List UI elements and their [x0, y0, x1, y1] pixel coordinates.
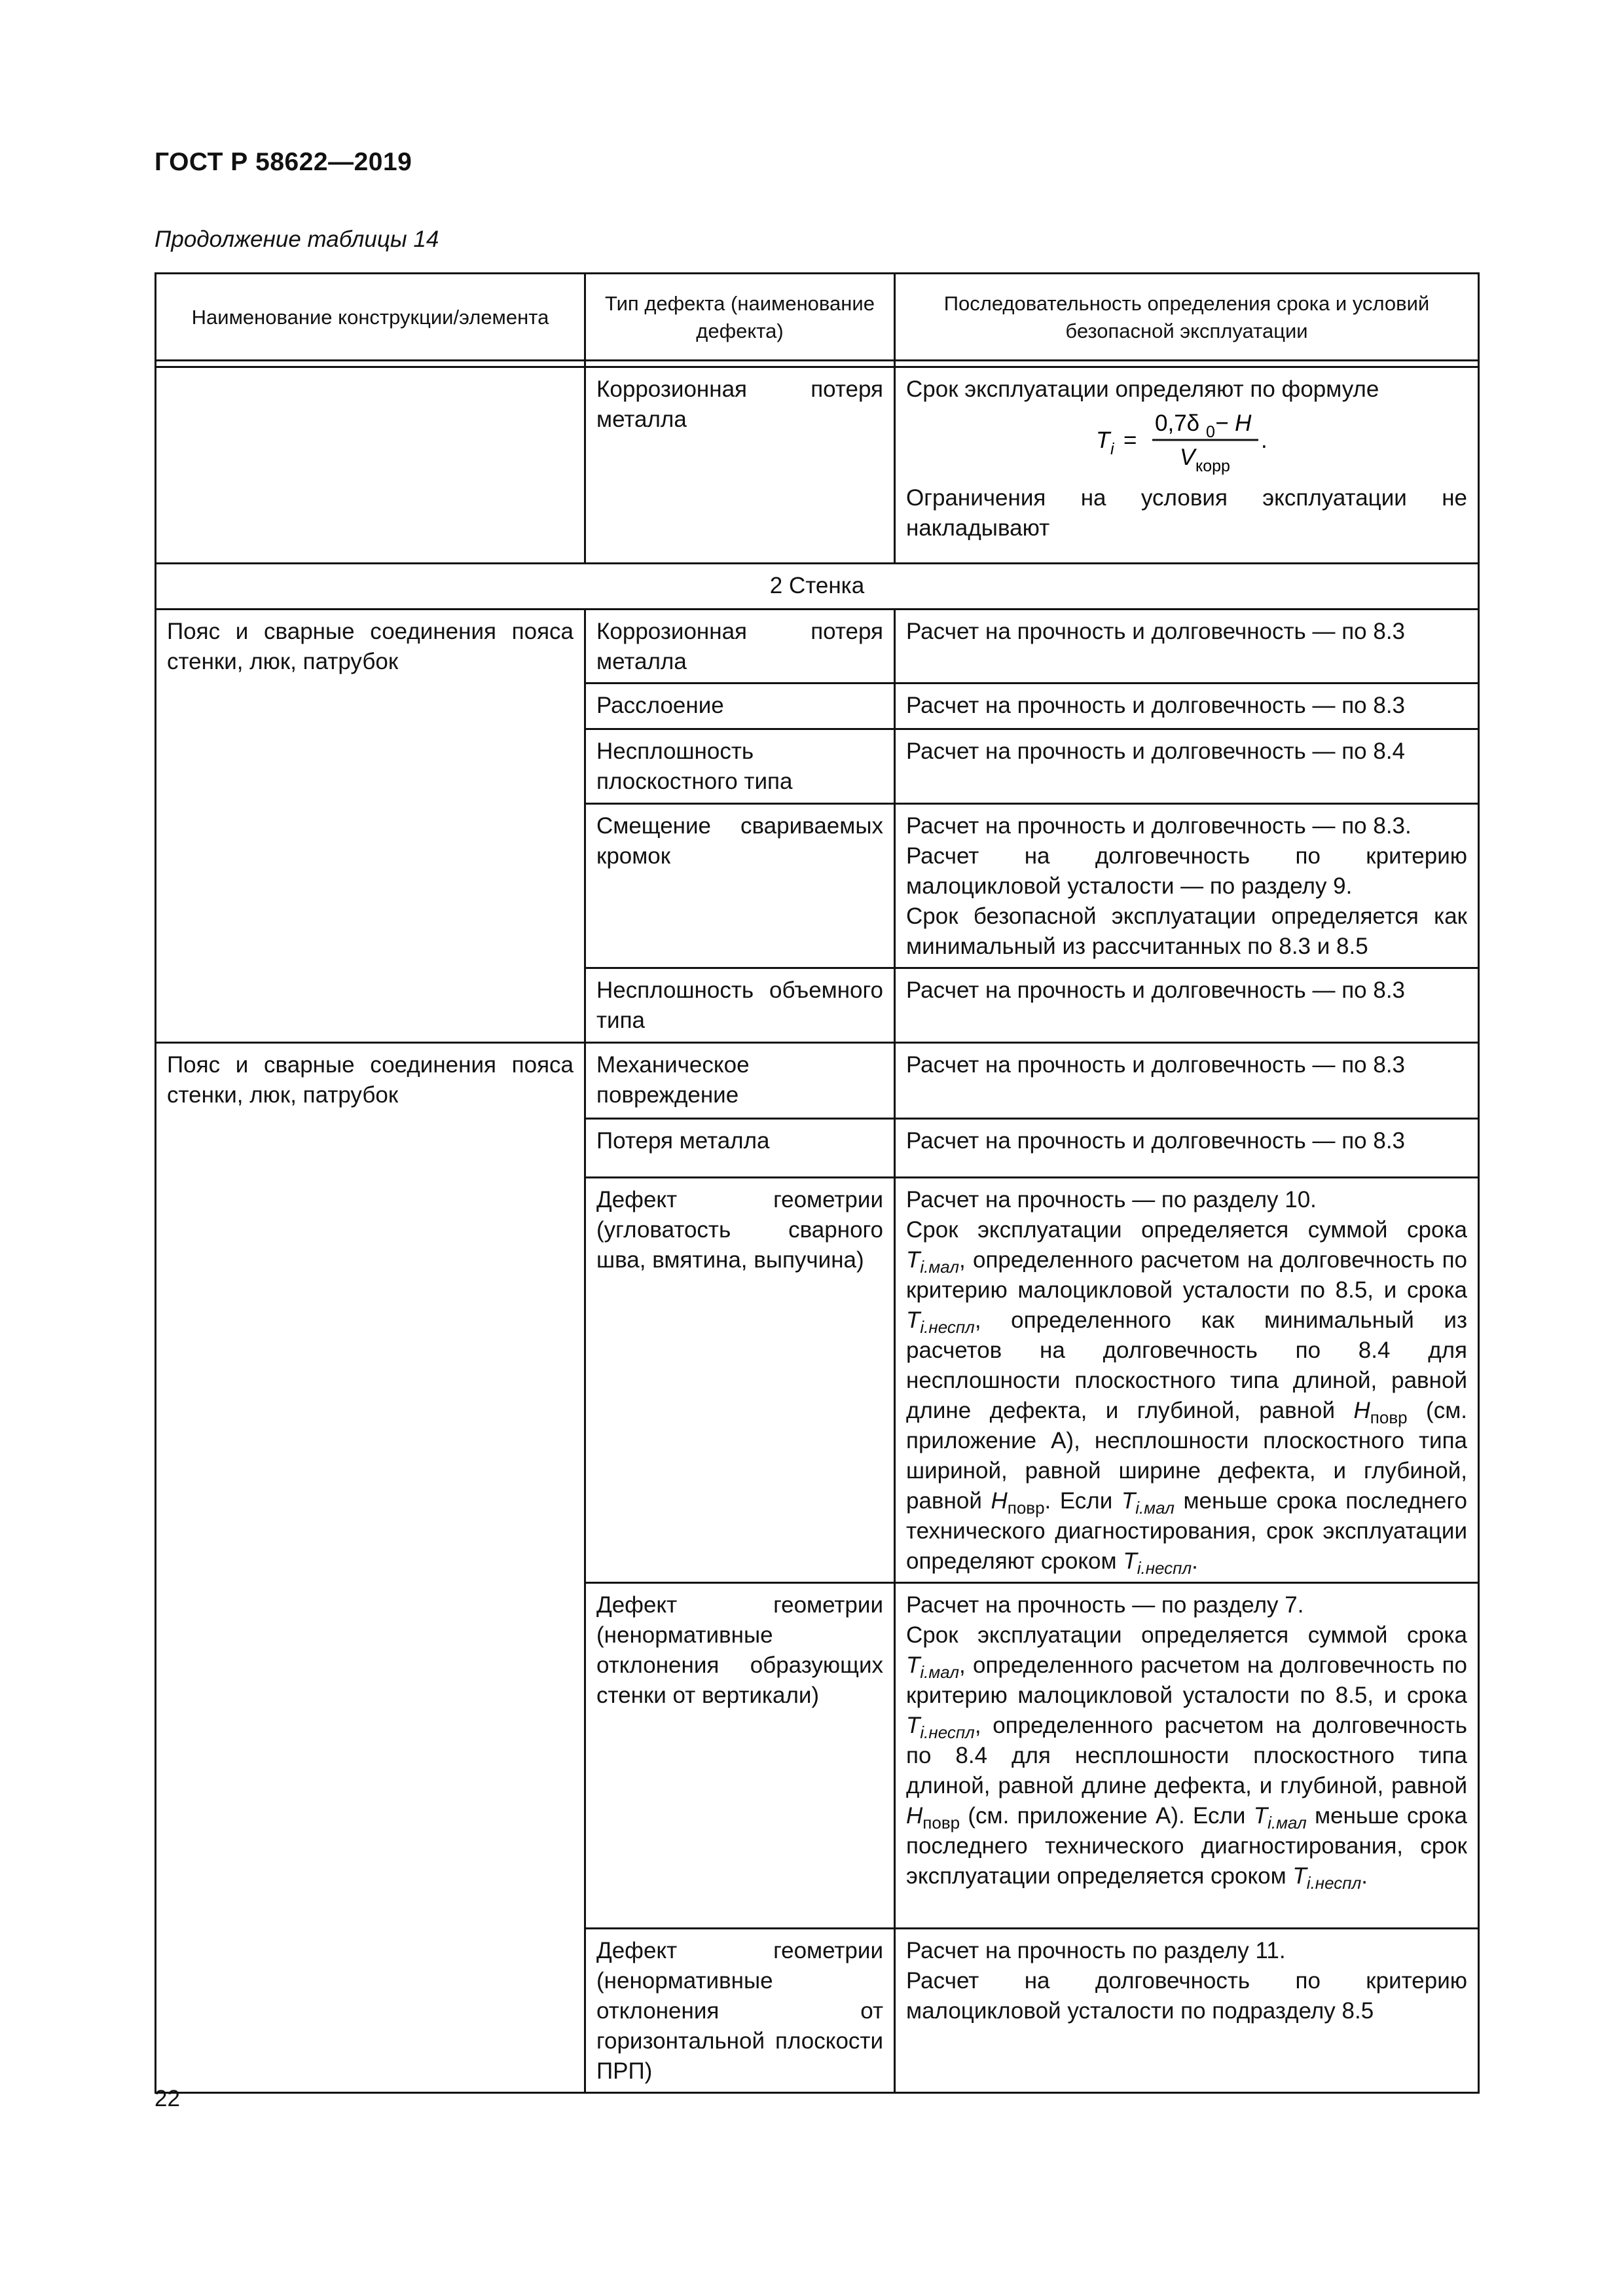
sequence-line: Расчет на долговечность по критерию малоцикловой усталости по подразделу 8.5 — [906, 1968, 1467, 2024]
formula — [1070, 405, 1467, 477]
column-header-element: Наименование конструкции/элемента — [156, 274, 585, 361]
formula-graphic — [1070, 405, 1332, 477]
sequence-cell — [895, 367, 1479, 564]
sequence-line: Расчет на долговечность по критерию малоцикловой усталости — по разделу 9. — [906, 843, 1467, 899]
formula-lhs-sub: i — [1110, 440, 1114, 458]
sequence-cell — [895, 1583, 1479, 1929]
header-separator — [156, 361, 1479, 367]
table-header-row — [156, 274, 1479, 361]
table-row — [156, 610, 1479, 683]
sequence-line: Расчет на прочность и долговечность — по 8.3. — [906, 813, 1412, 839]
formula-denominator: V — [1180, 445, 1195, 470]
sequence-cell: Расчет на прочность и долговечность — по 8.3 — [895, 1119, 1479, 1178]
defect-cell: Потеря металла — [585, 1119, 895, 1178]
sequence-cell: Расчет на прочность и долговечность — по 8.4 — [895, 729, 1479, 804]
sequence-line: Расчет на прочность по разделу 11. — [906, 1938, 1286, 1963]
formula-eq: = — [1123, 428, 1137, 453]
formula-end: . — [1261, 428, 1267, 453]
sequence-cell: Расчет на прочность и долговечность — по 8.3 — [895, 683, 1479, 729]
formula-den-sub: корр — [1195, 457, 1230, 475]
formula-intro: Срок эксплуатации определяют по формуле — [906, 376, 1379, 402]
table-row — [156, 367, 1479, 564]
section-title: 2 Стенка — [156, 564, 1479, 610]
standard-title: ГОСТ Р 58622—2019 — [155, 148, 412, 176]
sequence-paragraph: Срок эксплуатации определяется суммой срока $T_{i.мал}$, определенного расчетом на долговечность по критерию малоцикловой усталости по 8.5, и срока $T_{i.неспл}$, определенного как минимальный из расчетов на долговечность по 8.4 для несплошности плоскостного типа длиной, равной длине дефекта, и глубиной, равной $H_{повр}$ (см. приложение А), несплошности плоскостного типа шириной, равной ширине дефекта, и глубиной, равной $H_{повр}$. Если $T_{i.мал}$ меньше срока последнего технического диагностирования, срок эксплуатации определяют сроком $T_{i.неспл}$. — [906, 1217, 1467, 1578]
sequence-cell — [895, 1178, 1479, 1583]
element-cell: Пояс и сварные соединения пояса стенки, люк, патрубок — [156, 1043, 585, 2093]
formula-num-sub: 0 — [1206, 423, 1215, 441]
formula-numerator: 0,7δ — [1155, 410, 1200, 436]
defects-table — [155, 272, 1480, 2094]
sequence-cell: Расчет на прочность и долговечность — по 8.3 — [895, 1043, 1479, 1119]
table-caption: Продолжение таблицы 14 — [155, 227, 439, 252]
formula-num-tail: − H — [1215, 410, 1252, 436]
sequence-line: Расчет на прочность — по разделу 10. — [906, 1187, 1317, 1212]
sequence-line: Расчет на прочность — по разделу 7. — [906, 1592, 1304, 1618]
defect-cell: Несплошность плоскостного типа — [585, 729, 895, 804]
sequence-cell: Расчет на прочность и долговечность — по 8.3 — [895, 610, 1479, 683]
column-header-defect: Тип дефекта (наименование дефекта) — [585, 274, 895, 361]
table-row — [156, 1043, 1479, 1119]
defect-cell: Дефект геометрии (угловатость сварного шва, вмятина, выпучина) — [585, 1178, 895, 1583]
defect-cell: Несплошность объемного типа — [585, 968, 895, 1043]
sequence-paragraph: Срок эксплуатации определяется суммой срока $T_{i.мал}$, определенного расчетом на долговечность по критерию малоцикловой усталости по 8.5, и срока $T_{i.неспл}$, определенного расчетом на долговечность по 8.4 для несплошности плоскостного типа длиной, равной длине дефекта, и глубиной, равной $H_{повр}$ (см. приложение А). Если $T_{i.мал}$ меньше срока последнего технического диагностирования, срок эксплуатации определяется сроком $T_{i.неспл}$. — [906, 1622, 1468, 1893]
column-header-sequence: Последовательность определения срока и условий безопасной эксплуатации — [895, 274, 1479, 361]
sequence-line: Срок безопасной эксплуатации определяется как минимальный из рассчитанных по 8.3 и 8.5 — [906, 903, 1467, 959]
element-cell — [156, 367, 585, 564]
defect-cell: Дефект геометрии (ненормативные отклонения от горизонтальной плоскости ПРП) — [585, 1929, 895, 2093]
formula-lhs: T — [1096, 428, 1110, 453]
defect-cell: Дефект геометрии (ненормативные отклонения образующих стенки от вертикали) — [585, 1583, 895, 1929]
page-number: 22 — [155, 2086, 180, 2111]
element-cell: Пояс и сварные соединения пояса стенки, люк, патрубок — [156, 610, 585, 1043]
sequence-cell: Расчет на прочность и долговечность — по 8.3 — [895, 968, 1479, 1043]
restrictions-text: Ограничения на условия эксплуатации не накладывают — [906, 485, 1467, 541]
section-row — [156, 564, 1479, 610]
sequence-cell — [895, 804, 1479, 968]
defect-cell: Механическое повреждение — [585, 1043, 895, 1119]
defect-cell: Смещение свариваемых кромок — [585, 804, 895, 968]
defect-cell: Расслоение — [585, 683, 895, 729]
defect-cell: Коррозионная потеря металла — [585, 367, 895, 564]
sequence-cell — [895, 1929, 1479, 2093]
defect-cell: Коррозионная потеря металла — [585, 610, 895, 683]
